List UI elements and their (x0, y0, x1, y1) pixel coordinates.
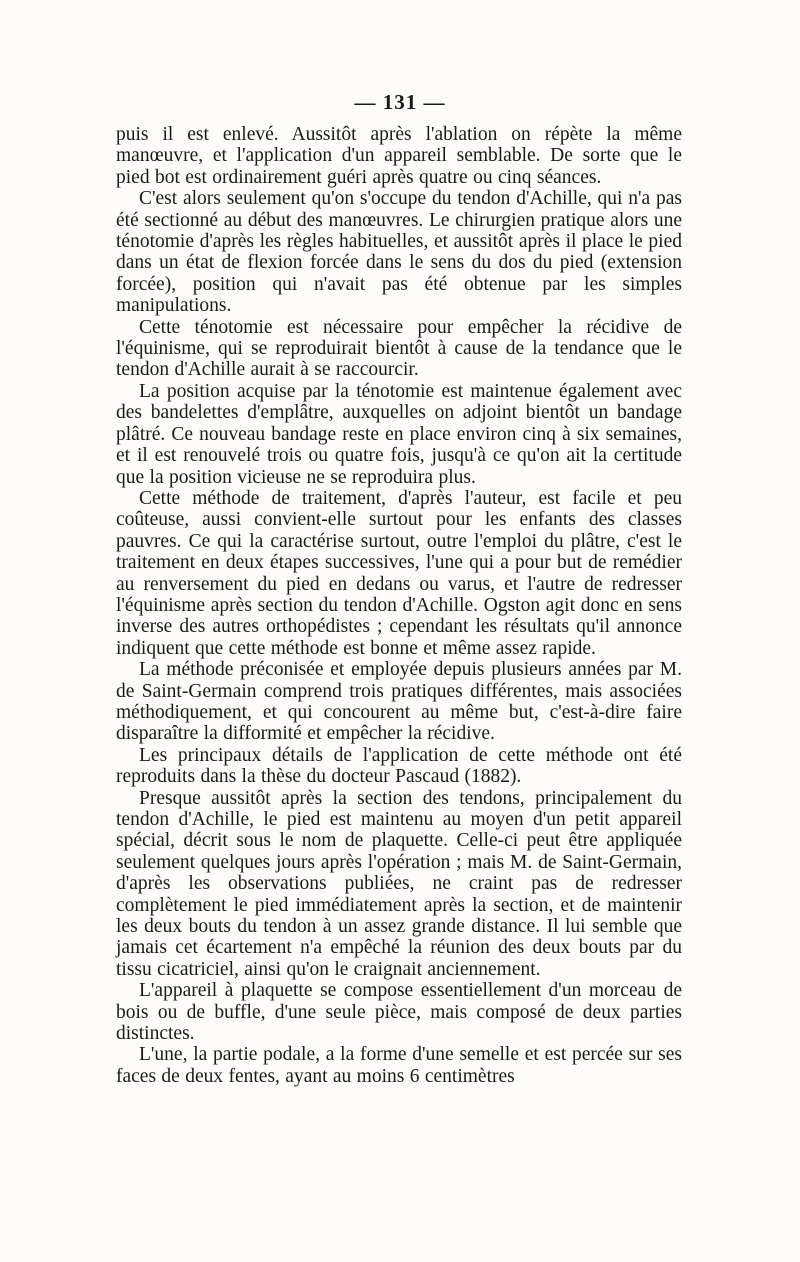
page-number-header: — 131 — (354, 90, 446, 114)
paragraph: Cette méthode de traitement, d'après l'auteur, est facile et peu coûteuse, aussi convient-elle surtout pour les enfants des classes pauvres. Ce qui la caractérise surtout, outre l'emploi du plâtre, c'est le traitement en deux étapes successives, l'une qui a pour but de remédier au renversement du pied en dedans ou varus, et l'autre de redresser l'équinisme après section du tendon d'Achille. Ogston agit donc en sens inverse des autres orthopédistes ; cependant les résultats qu'il annonce indiquent que cette méthode est bonne et même assez rapide. (116, 487, 682, 659)
paragraph: C'est alors seulement qu'on s'occupe du tendon d'Achille, qui n'a pas été sectionné au début des manœuvres. Le chirurgien pratique alors une ténotomie d'après les règles habituelles, et aussitôt après il place le pied dans un état de flexion forcée dans le sens du dos du pied (extension forcée), position qui n'avait pas été obtenue par les simples manipulations. (116, 188, 682, 317)
body-text (116, 124, 682, 1087)
paragraph: Presque aussitôt après la section des tendons, principalement du tendon d'Achille, le pied est maintenu au moyen d'un petit appareil spécial, décrit sous le nom de plaquette. Celle-ci peut être appliquée seulement quelques jours après l'opération ; mais M. de Saint-Germain, d'après les observations publiées, ne craint pas de redresser complètement le pied immédiatement après la section, et de maintenir les deux bouts du tendon à un assez grande distance. Il lui semble que jamais cet écartement n'a empêché la réunion des deux bouts par du tissu cicatriciel, ainsi qu'on le craignait anciennement. (116, 787, 682, 980)
paragraph: Les principaux détails de l'application de cette méthode ont été reproduits dans la thèse du docteur Pascaud (1882). (116, 744, 682, 788)
paragraph: Cette ténotomie est nécessaire pour empêcher la récidive de l'équinisme, qui se reproduirait bientôt à cause de la tendance que le tendon d'Achille aurait à se raccourcir. (116, 316, 682, 381)
paragraph: La méthode préconisée et employée depuis plusieurs années par M. de Saint-Germain comprend trois pratiques différentes, mais associées méthodiquement, et qui concourent au même but, c'est-à-dire faire disparaître la difformité et empêcher la récidive. (116, 659, 682, 745)
paragraph: L'appareil à plaquette se compose essentiellement d'un morceau de bois ou de buffle, d'une seule pièce, mais composé de deux parties distinctes. (116, 980, 682, 1045)
paragraph: La position acquise par la ténotomie est maintenue également avec des bandelettes d'emplâtre, auxquelles on adjoint bientôt un bandage plâtré. Ce nouveau bandage reste en place environ cinq à six semaines, et il est renouvelé trois ou quatre fois, jusqu'à ce qu'on ait la certitude que la position vicieuse ne se reproduira plus. (116, 380, 682, 488)
paragraph: L'une, la partie podale, a la forme d'une semelle et est percée sur ses faces de deux fentes, ayant au moins 6 centimètres (116, 1044, 682, 1087)
paragraph: puis il est enlevé. Aussitôt après l'ablation on répète la même manœuvre, et l'application d'un appareil semblable. De sorte que le pied bot est ordinairement guéri après quatre ou cinq séances. (116, 124, 682, 188)
